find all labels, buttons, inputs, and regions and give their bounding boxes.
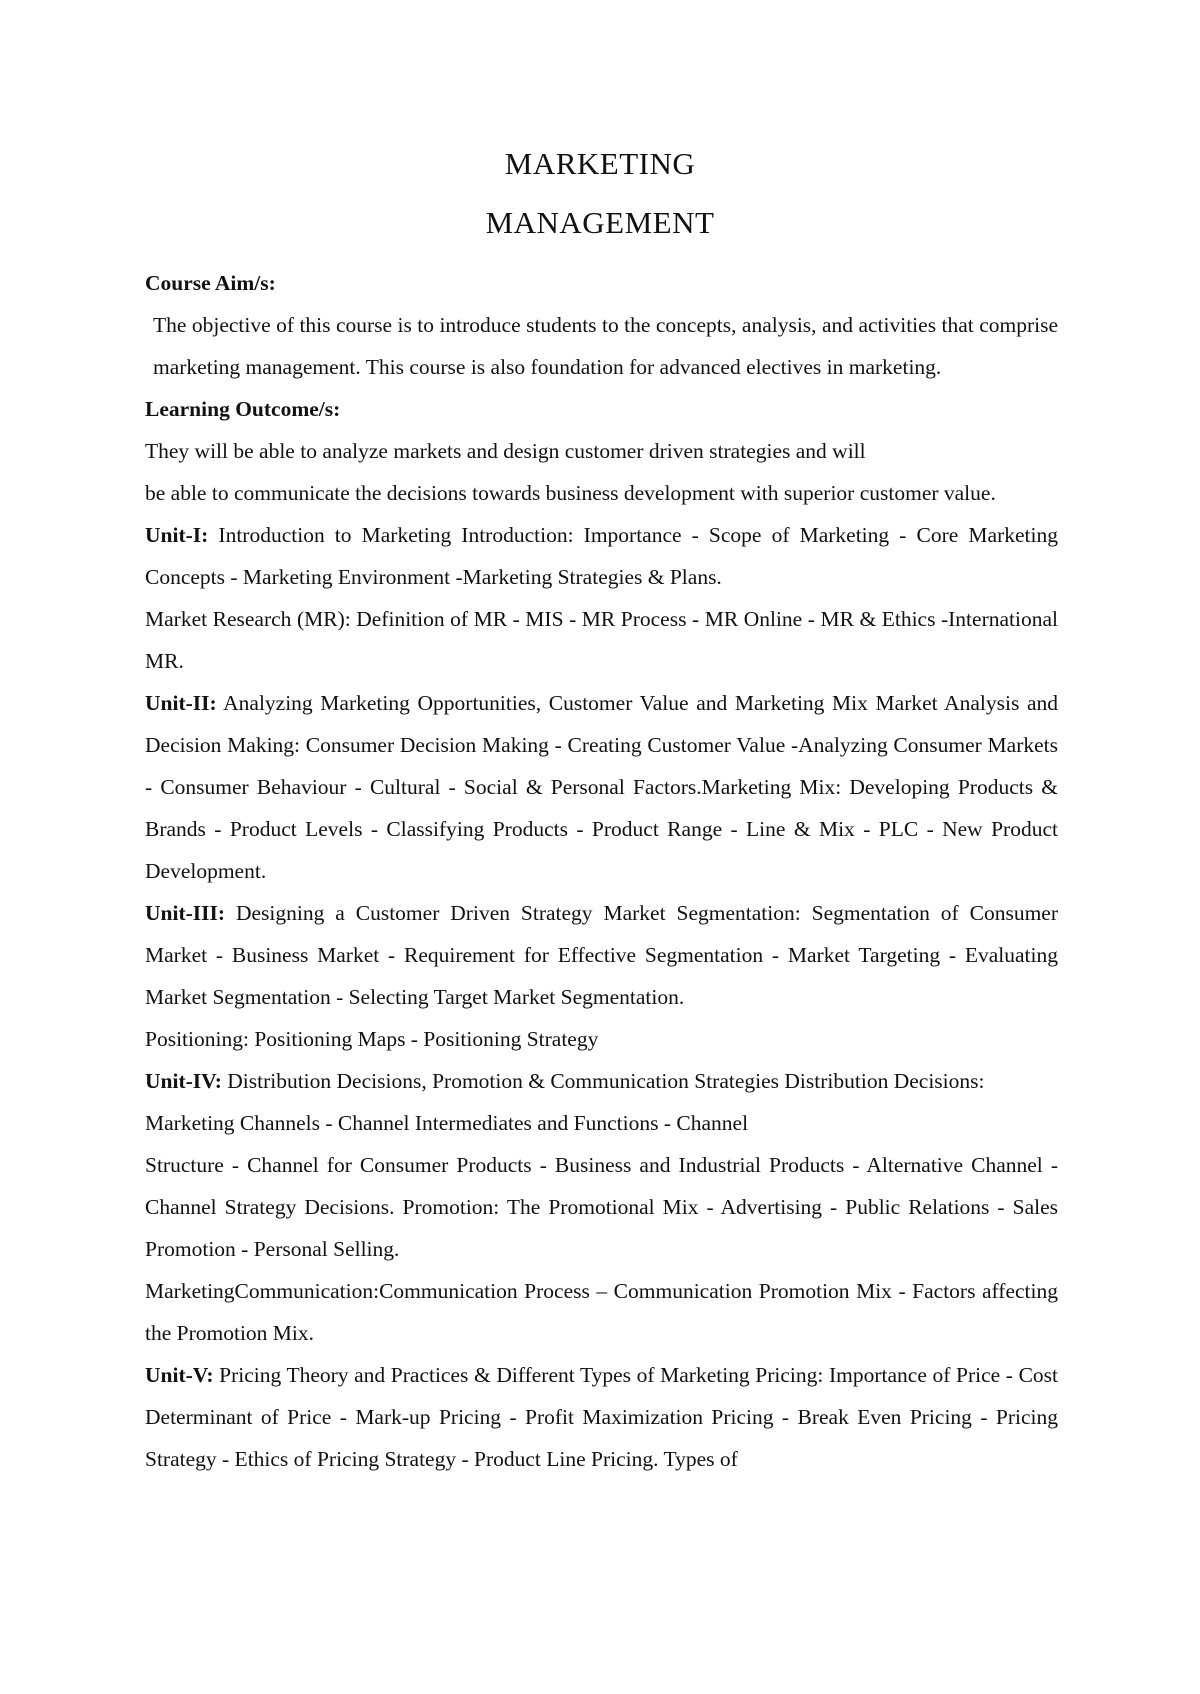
document-body <box>145 262 1058 1480</box>
unit-4-label: Unit-IV: <box>145 1069 222 1093</box>
unit-4-text-3: MarketingCommunication:Communication Process – Communication Promotion Mix - Factors affecting the Promotion Mix. <box>145 1279 1058 1345</box>
unit-3-extra: Positioning: Positioning Maps - Positioning Strategy <box>145 1027 599 1051</box>
course-aims-heading: Course Aim/s: <box>145 271 276 295</box>
unit-4-text-2: Structure - Channel for Consumer Products - Business and Industrial Products - Alternative Channel -Channel Strategy Decisions. Promotion: The Promotional Mix - Advertising - Public Relations - Sales Promotion - Personal Selling. <box>145 1153 1058 1261</box>
unit-3-paragraph <box>145 892 1058 1018</box>
unit-4-text: Distribution Decisions, Promotion & Communication Strategies Distribution Decisions: Marketing Channels - Channel Intermediates and Functions - Channel <box>145 1069 985 1135</box>
unit-2-paragraph <box>145 682 1058 892</box>
unit-3-text: Designing a Customer Driven Strategy Market Segmentation: Segmentation of Consumer Market - Business Market - Requirement for Effective Segmentation - Market Targeting - Evaluating Market Segmentation - Selecting Target Market Segmentation. <box>145 901 1058 1009</box>
unit-5-text: Pricing Theory and Practices & Different Types of Marketing Pricing: Importance of Price - Cost Determinant of Price - Mark-up Pricing - Profit Maximization Pricing - Break Even Pricing - Pricing Strategy - Ethics of Pricing Strategy - Product Line Pricing. Types of <box>145 1363 1058 1471</box>
learning-outcomes-line-2: be able to communicate the decisions towards business development with superior customer value. <box>145 481 996 505</box>
title-line-2: MANAGEMENT <box>485 205 715 240</box>
unit-3-label: Unit-III: <box>145 901 226 925</box>
unit-1-paragraph <box>145 514 1058 598</box>
unit-1-extra: Market Research (MR): Definition of MR - MIS - MR Process - MR Online - MR & Ethics -International MR. <box>145 607 1058 673</box>
unit-1-label: Unit-I: <box>145 523 209 547</box>
unit-4-paragraph <box>145 1060 1058 1144</box>
unit-2-label: Unit-II: <box>145 691 217 715</box>
course-aims-text: The objective of this course is to introduce students to the concepts, analysis, and activities that comprise marketing management. This course is also foundation for advanced electives in marketing. <box>153 313 1058 379</box>
unit-2-text: Analyzing Marketing Opportunities, Customer Value and Marketing Mix Market Analysis and Decision Making: Consumer Decision Making - Creating Customer Value -Analyzing Consumer Markets - Consumer Behaviour - Cultural - Social & Personal Factors.Marketing Mix: Developing Products & Brands - Product Levels - Classifying Products - Product Range - Line & Mix - PLC - New Product Development. <box>145 691 1058 883</box>
learning-outcomes-heading: Learning Outcome/s: <box>145 397 341 421</box>
unit-1-text: Introduction to Marketing Introduction: Importance - Scope of Marketing - Core Marketing Concepts - Marketing Environment -Marketing Strategies & Plans. <box>145 523 1058 589</box>
learning-outcomes-line-1: They will be able to analyze markets and design customer driven strategies and will <box>145 439 866 463</box>
unit-5-paragraph <box>145 1354 1058 1480</box>
title-line-1: MARKETING <box>504 146 696 181</box>
unit-5-label: Unit-V: <box>145 1363 214 1387</box>
